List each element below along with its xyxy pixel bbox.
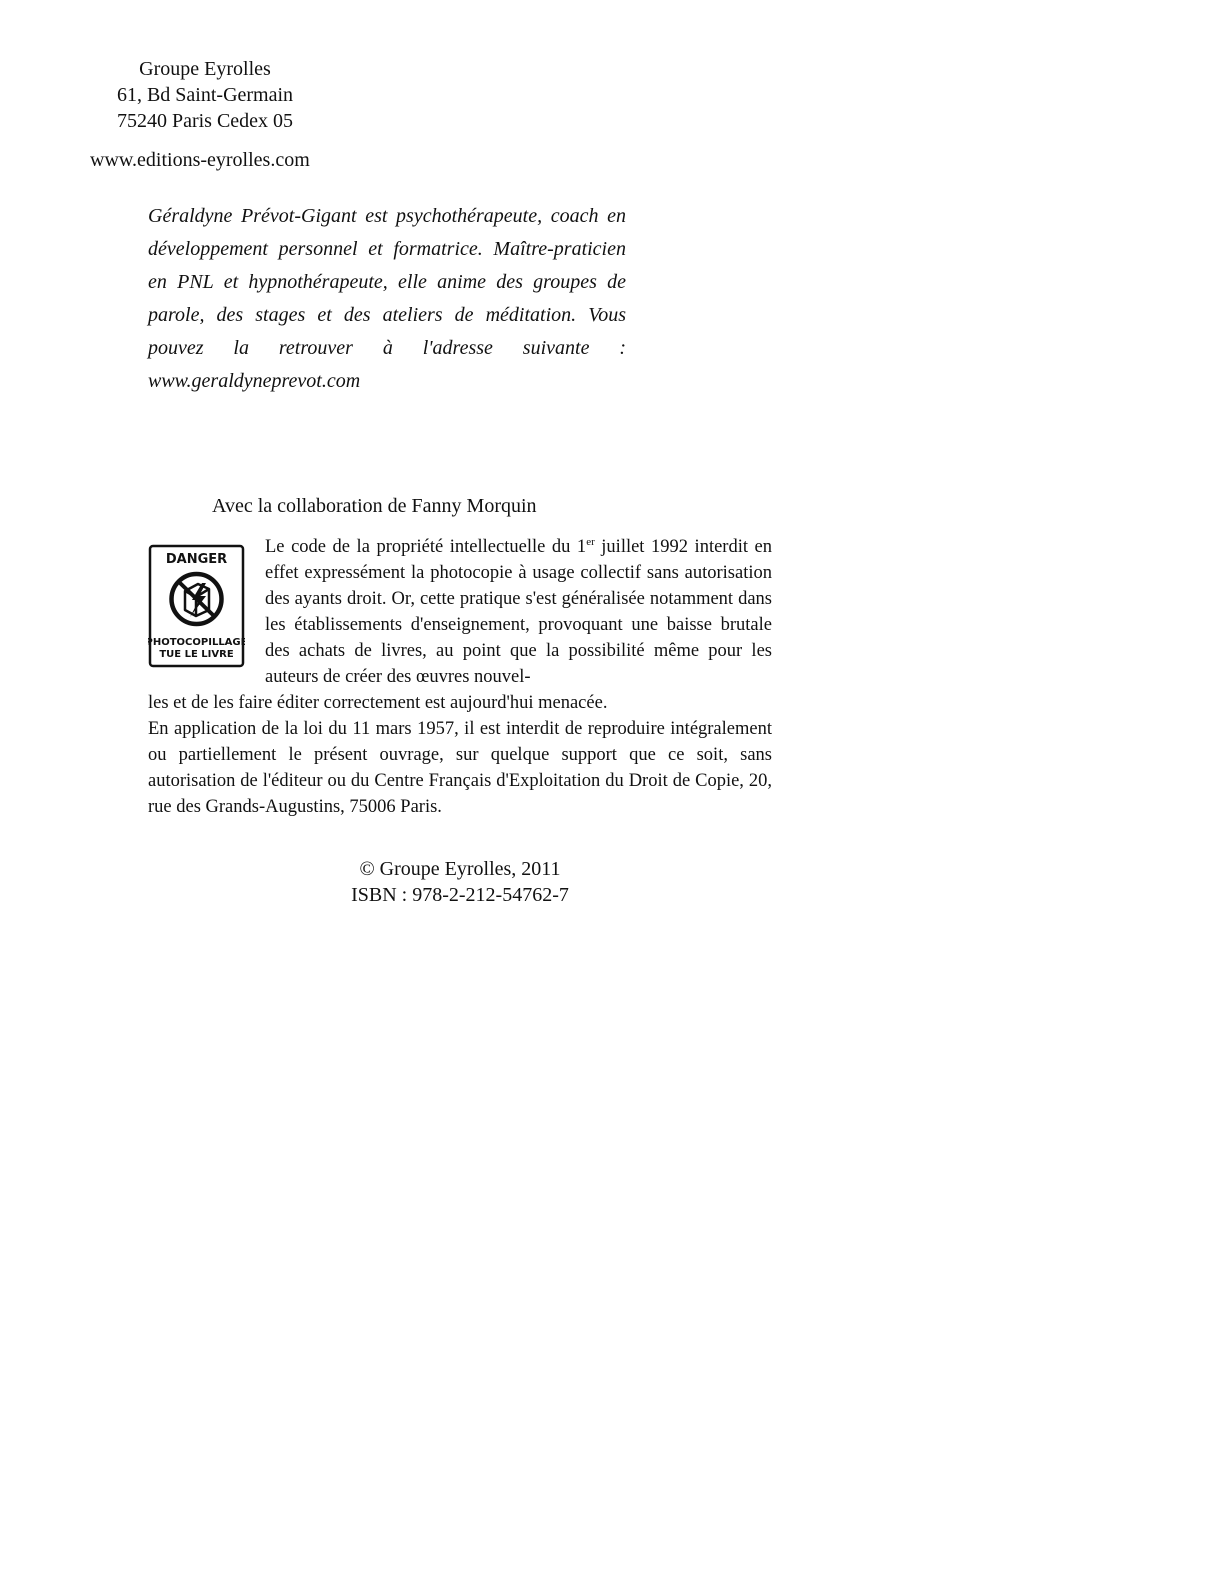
copyright-block xyxy=(300,856,620,908)
legal-application: En application de la loi du 11 mars 1957, il est interdit de reproduire intégralement ou partiellement le présent ouvrage, sur quelque support que ce soit, sans autorisation de l'éditeur ou du Centre Français d'Exploitation du Droit de Copie, 20, rue des Grands-Augustins, 75006 Paris. xyxy=(148,719,772,817)
no-photocopy-book-icon xyxy=(148,544,245,668)
publisher-street: 61, Bd Saint-Germain xyxy=(116,84,294,106)
isbn-line: ISBN : 978-2-212-54762-7 xyxy=(351,884,569,906)
publisher-website: www.editions-eyrolles.com xyxy=(90,149,310,171)
legal-intro-sup: er xyxy=(586,535,595,548)
legal-notice-body xyxy=(148,690,772,820)
danger-photocopillage-logo xyxy=(148,544,245,668)
publisher-city: 75240 Paris Cedex 05 xyxy=(116,110,294,132)
photocopillage-label: PHOTOCOPILLAGE xyxy=(148,637,245,648)
copyright-line: © Groupe Eyrolles, 2011 xyxy=(359,858,561,880)
legal-intro-rest: juillet 1992 interdit en effet expressément la photocopie à usage collectif sans autorisation des ayants droit. Or, cette pratique s'est généralisée notamment dans les établissements d'enseignement, provoquant une baisse brutale des achats de livres, au point que la possibilité même pour les auteurs de créer des œuvres nouvel- xyxy=(265,537,772,687)
danger-label: DANGER xyxy=(165,552,228,567)
publisher-name: Groupe Eyrolles xyxy=(139,58,271,80)
legal-intro-start: Le code de la propriété intellectuelle du 1 xyxy=(265,537,587,557)
legal-intro-tail: les et de les faire éditer correctement est aujourd'hui menacée. xyxy=(148,693,608,713)
collaboration-credit: Avec la collaboration de Fanny Morquin xyxy=(212,495,537,517)
publisher-address xyxy=(90,56,320,134)
author-bio: Géraldyne Prévot-Gigant est psychothérapeute, coach en développement personnel et formatrice. Maître-praticien en PNL et hypnothérapeute, elle anime des groupes de parole, des stages et des ateliers de méditation. Vous pouvez la retrouver à l'adresse suivante : www.geraldyneprevot.com xyxy=(148,205,626,392)
tue-le-livre-label: TUE LE LIVRE xyxy=(159,649,234,660)
legal-notice-intro xyxy=(265,534,772,690)
